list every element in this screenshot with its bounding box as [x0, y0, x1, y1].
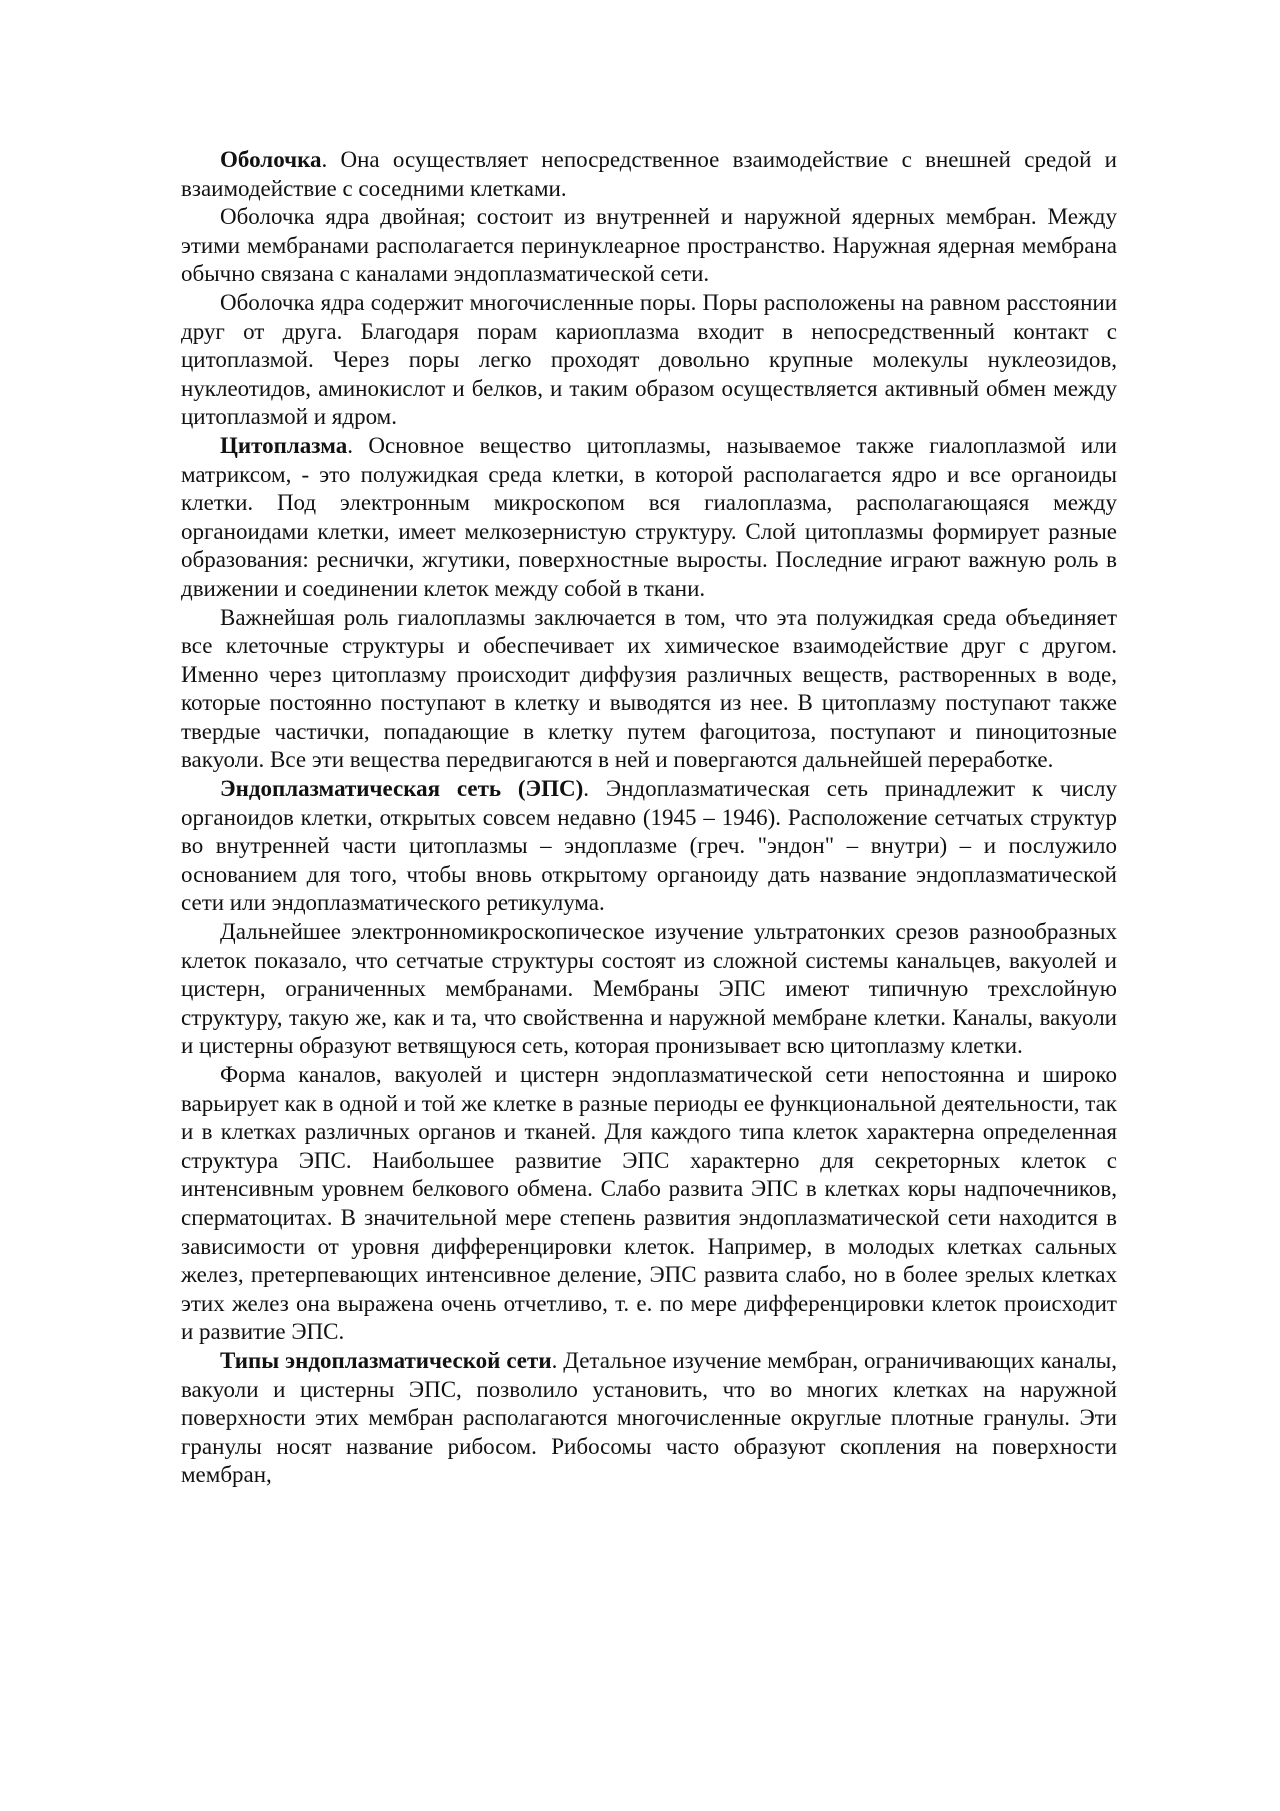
paragraph-text: Оболочка ядра двойная; состоит из внутренней и наружной ядерных мембран. Между этими мембранами располагается перинуклеарное пространство. Наружная ядерная мембрана обычно связана с каналами эндоплазматической сети.	[181, 204, 1117, 287]
paragraph-nuclear-pores	[181, 289, 1117, 432]
paragraph-envelope	[181, 146, 1117, 203]
paragraph-text: Дальнейшее электронномикроскопическое изучение ультратонких срезов разнообразных клеток показало, что сетчатые структуры состоят из сложной системы канальцев, вакуолей и цистерн, ограниченных мембранами. Мембраны ЭПС имеют типичную трехслойную структуру, такую же, как и та, что свойственна и наружной мембране клетки. Каналы, вакуоли и цистерны образуют ветвящуюся сеть, которая пронизывает всю цитоплазму клетки.	[181, 919, 1117, 1059]
paragraph-text: . Она осуществляет непосредственное взаимодействие с внешней средой и взаимодействие с соседними клетками.	[181, 147, 1117, 201]
paragraph-text: Важнейшая роль гиалоплазмы заключается в том, что эта полужидкая среда объединяет все клеточные структуры и обеспечивает их химическое взаимодействие друг с другом. Именно через цитоплазму происходит диффузия различных веществ, растворенных в воде, которые постоянно поступают в клетку и выводятся из нее. В цитоплазму поступают также твердые частички, попадающие в клетку путем фагоцитоза, поступают и пиноцитозные вакуоли. Все эти вещества передвигаются в ней и повергаются дальнейшей переработке.	[181, 604, 1117, 773]
document-body	[181, 146, 1117, 1490]
paragraph-endoplasmic-reticulum	[181, 775, 1117, 918]
paragraph-term: Типы эндоплазматической сети	[220, 1347, 552, 1373]
paragraph-er-shape	[181, 1061, 1117, 1347]
paragraph-nuclear-envelope	[181, 203, 1117, 289]
paragraph-text: . Детальное изучение мембран, ограничивающих каналы, вакуоли и цистерны ЭПС, позволило установить, что во многих клетках на наружной поверхности этих мембран располагаются многочисленные округлые плотные гранулы. Эти гранулы носят название рибосом. Рибосомы часто образуют скопления на поверхности мембран,	[181, 1347, 1117, 1488]
paragraph-er-types	[181, 1347, 1117, 1490]
paragraph-hyaloplasm-role	[181, 604, 1117, 776]
paragraph-term: Цитоплазма	[220, 432, 348, 458]
paragraph-text: . Эндоплазматическая сеть принадлежит к числу органоидов клетки, открытых совсем недавно (1945 – 1946). Расположение сетчатых структур во внутренней части цитоплазмы – эндоплазме (греч. "эндон" – внутри) – и послужило основанием для того, чтобы вновь открытому органоиду дать название эндоплазматической сети или эндоплазматического ретикулума.	[181, 776, 1117, 916]
paragraph-text: Форма каналов, вакуолей и цистерн эндоплазматической сети непостоянна и широко варьирует как в одной и той же клетке в разные периоды ее функциональной деятельности, так и в клетках различных органов и тканей. Для каждого типа клеток характерна определенная структура ЭПС. Наибольшее развитие ЭПС характерно для секреторных клеток с интенсивным уровнем белкового обмена. Слабо развита ЭПС в клетках коры надпочечников, сперматоцитах. В значительной мере степень развития эндоплазматической сети находится в зависимости от уровня дифференцировки клеток. Например, в молодых клетках сальных желез, претерпевающих интенсивное деление, ЭПС развита слабо, но в более зрелых клетках этих желез она выражена очень отчетливо, т. е. по мере дифференцировки клеток происходит и развитие ЭПС.	[181, 1062, 1117, 1345]
paragraph-term: Эндоплазматическая сеть (ЭПС)	[220, 776, 584, 802]
paragraph-er-structure	[181, 918, 1117, 1061]
paragraph-term: Оболочка	[220, 147, 322, 172]
paragraph-text: Оболочка ядра содержит многочисленные поры. Поры расположены на равном расстоянии друг от друга. Благодаря порам кариоплазма входит в непосредственный контакт с цитоплазмой. Через поры легко проходят довольно крупные молекулы нуклеозидов, нуклеотидов, аминокислот и белков, и таким образом осуществляется активный обмен между цитоплазмой и ядром.	[181, 289, 1117, 430]
paragraph-text: . Основное вещество цитоплазмы, называемое также гиалоплазмой или матриксом, - это полужидкая среда клетки, в которой располагается ядро и все органоиды клетки. Под электронным микроскопом вся гиалоплазма, располагающаяся между органоидами клетки, имеет мелкозернистую структуру. Слой цитоплазмы формирует разные образования: реснички, жгутики, поверхностные выросты. Последние играют важную роль в движении и соединении клеток между собой в ткани.	[181, 432, 1117, 601]
paragraph-cytoplasm	[181, 432, 1117, 604]
